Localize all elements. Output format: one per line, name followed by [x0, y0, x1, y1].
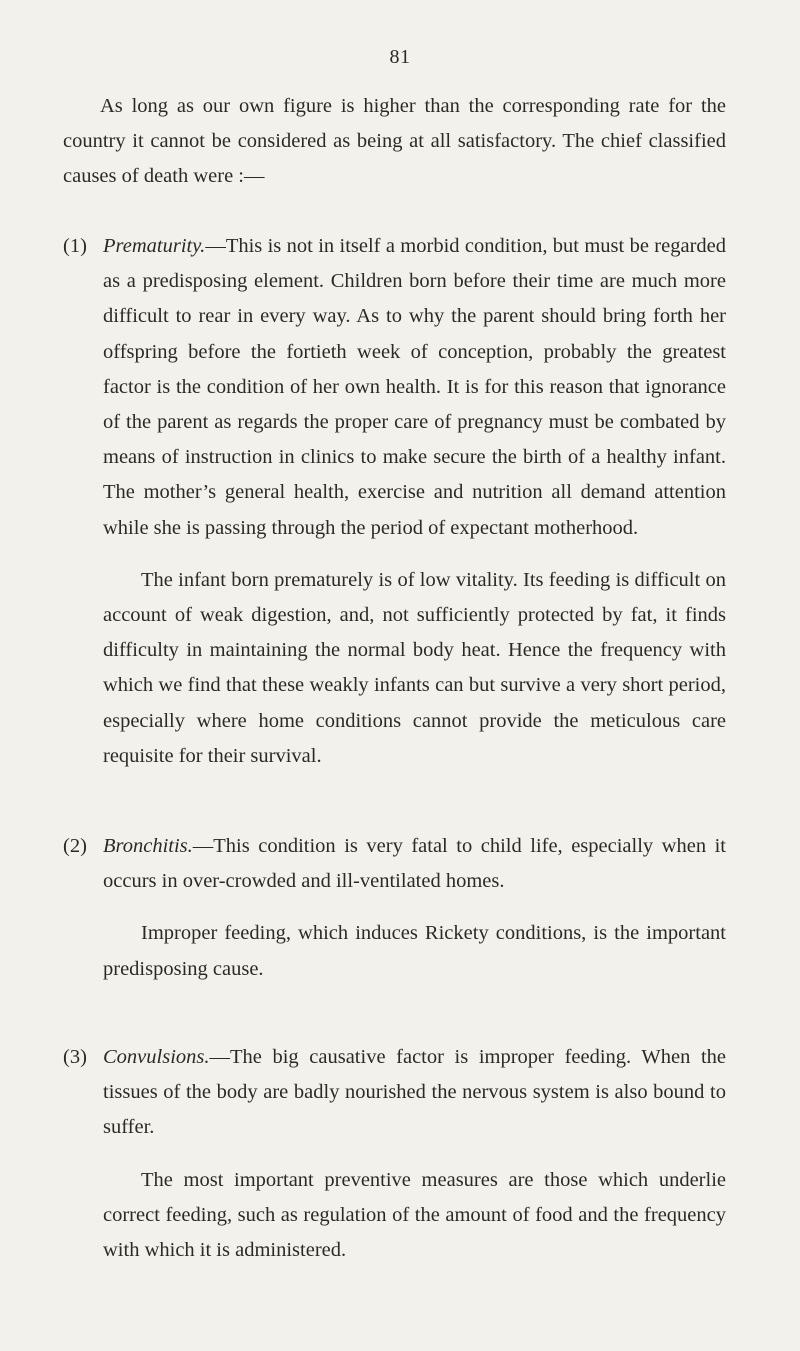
cause-body	[103, 1040, 726, 1268]
cause-number: (3)	[63, 1046, 87, 1068]
cause-followup-paragraph: The infant born prematurely is of low vitality. Its feeding is difficult on account of weak digestion, and, not sufficiently protected by fat, it finds difficulty in maintaining the normal body heat. Hence the frequency with which we find that these weakly infants can but survive a very short period, especially where home conditions cannot provide the meticulous care requisite for their survival.	[103, 568, 726, 767]
cause-text: —The big causative factor is improper feeding. When the tissues of the body are badly nourished the nervous system is also bound to suffer.	[103, 1046, 726, 1139]
cause-text: —This condition is very fatal to child life, especially when it occurs in over-crowded and ill-ventilated homes.	[103, 835, 726, 893]
cause-paragraph	[103, 229, 726, 546]
cause-term: Convulsions.	[103, 1046, 210, 1068]
cause-term: Prematurity.	[103, 235, 206, 257]
cause-body	[103, 829, 726, 987]
cause-item-prematurity	[63, 229, 726, 774]
cause-item-convulsions	[63, 1040, 726, 1268]
cause-followup-paragraph: Improper feeding, which induces Rickety conditions, is the important predisposing cause.	[103, 922, 726, 980]
cause-body	[103, 229, 726, 774]
cause-number: (2)	[63, 835, 87, 857]
cause-term: Bronchitis.	[103, 835, 193, 857]
cause-paragraph	[103, 829, 726, 899]
cause-text: —This is not in itself a morbid condition, but must be regarded as a predisposing element. Children born before their time are much more difficult to rear in every way. As to why the parent should bring forth her offspring before the fortieth week of conception, probably the greatest factor is the condition of her own health. It is for this reason that ignorance of the parent as regards the proper care of pregnancy must be combated by means of instruction in clinics to make secure the birth of a healthy infant. The mother’s general health, exercise and nutrition all demand attention while she is passing through the period of expectant motherhood.	[103, 235, 726, 539]
page-number: 81	[389, 46, 411, 68]
cause-paragraph	[103, 1040, 726, 1146]
cause-followup-paragraph: The most important preventive measures are those which underlie correct feeding, such as regulation of the amount of food and the frequency with which it is administered.	[103, 1168, 726, 1262]
cause-item-bronchitis	[63, 829, 726, 987]
intro-paragraph: As long as our own figure is higher than the corresponding rate for the country it cannot be considered as being at all satisfactory. The chief classified causes of death were :—	[63, 95, 726, 188]
cause-number: (1)	[63, 235, 87, 257]
